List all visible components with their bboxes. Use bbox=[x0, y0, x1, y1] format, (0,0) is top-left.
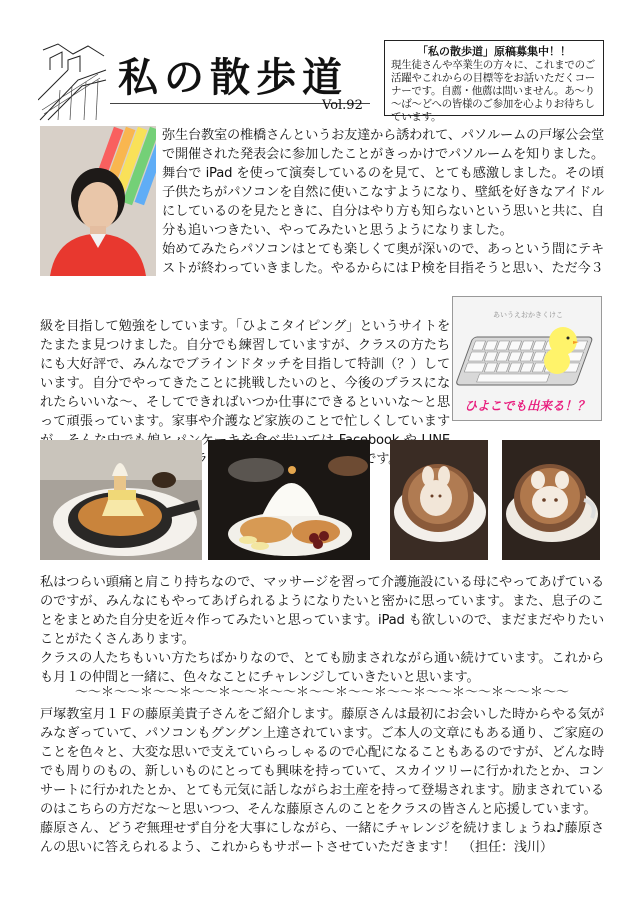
teacher-comment bbox=[40, 705, 604, 857]
latte-art-photo-2 bbox=[502, 440, 600, 560]
notice-title: 「私の散歩道」原稿募集中！！ bbox=[417, 45, 571, 58]
call-for-submissions-box bbox=[384, 40, 604, 123]
article-paragraph: 始めてみたらパソコンはとても楽しくて奥が深いので、あっという間にテキストが終わっていきました。やるからにはＰ検を目指そうと思い、ただ今３ bbox=[162, 242, 604, 276]
article-paragraph: 弥生台教室の椎橋さんというお友達から誘われて、パソルームの戸塚公会堂で開催された発表会に参加したことがきっかけでパソルームを知りました。舞台で iPad を使って演奏しているのを見て、とても感激しました。その頃子供たちがパソコンを自然に使いこなすようになり、壁紙を好きなアイドルにしているのを見たときに、自分はやり方も知らないという思いと共に、自分も追いつきたい、やってみたいと思うようになりました。 bbox=[162, 128, 604, 238]
pancake-skillet-photo bbox=[40, 440, 202, 560]
comment-paragraph: 戸塚教室月１Ｆの藤原美貴子さんをご紹介します。藤原さんは最初にお会いした時からやる気がみなぎっていて、パソコンもグングン上達されています。ご本人の文章にもある通り、ご家庭のことを色々と、大変な思いで支えていらっしゃるので心配になることもあるのですが、どんな時でも周りのもの、新しいものにとっても興味を持っていて、スカイツリーに行かれたとか、コンサートに行かれたとか、とても元気に話しながらお土産を持って登場されます。励まされているのはこちらの方だな～と思いつつ、そんな藤原さんのことをクラスの皆さんと応援しています。 bbox=[40, 707, 604, 817]
svg-text:あいうえおかきくけこ: あいうえおかきくけこ bbox=[493, 311, 563, 319]
latte-art-photo-1 bbox=[390, 440, 488, 560]
article-text-bottom bbox=[40, 573, 604, 687]
article-paragraph: 級を目指して勉強をしています。「ひよこタイピング」というサイトをたまたま見つけました。自分でも練習していますが、クラスの方たちにも大好評で、みんなでブラインドタッチを目指して特訓（？）しています。自分でやってきたことに挑戦したいのと、今後のプラスになれたらいいな～、そしてできればいつか仕事にできるといいな～と思って頑張っています。家事や介護など家族のことで忙しくしています ケ bbox=[40, 319, 450, 448]
article-paragraph: 私はつらい頭痛と肩こり持ちなので、マッサージを習って介護施設にいる母にやってあげているのですが、みんなにもやってあげられるようになりたいと密かに思っています。また、息子のことをまとめた自分史を近々作ってみたいと思っています。iPad も欲しいので、まだまだやりたいことがたくさんあります。 bbox=[40, 575, 604, 647]
comment-paragraph: 藤原さん、どうぞ無理せず自分を大事にしながら、一緒にチャレンジを続けましょうね♪藤原さんの思いに答えられるよう、これからもサポートさせていただきます！ （担任：浅川） bbox=[40, 821, 604, 855]
notice-body: 現生徒さんや卒業生の方々に、これまでのご活躍やこれからの目標等をお話いただくコーナーです。自薦・他薦は問いません。あ～り～ば～どへの皆様のご参加を心よりお待ちしています。 bbox=[391, 59, 595, 123]
volume-number: Vol.92 bbox=[322, 98, 363, 113]
article-text-top bbox=[162, 126, 604, 278]
page-title: 私の散歩道 bbox=[118, 54, 348, 101]
pancake-cream-photo bbox=[208, 440, 370, 560]
header-illustration bbox=[38, 40, 108, 122]
section-divider: ～～＊～～＊～～＊～～＊～～＊～～＊～～＊～～＊～～＊～～＊～～＊～～＊～～ bbox=[74, 685, 569, 700]
typing-image-caption: ひよこでも出来る！？ bbox=[464, 398, 590, 413]
portrait-photo bbox=[40, 126, 156, 276]
article-paragraph: クラスの人たちもいい方たちばかりなので、とても励まされながら通い続けています。これからも月１の仲間と一緒に、色々なことにチャレンジしていきたいと思います。 bbox=[40, 651, 604, 685]
